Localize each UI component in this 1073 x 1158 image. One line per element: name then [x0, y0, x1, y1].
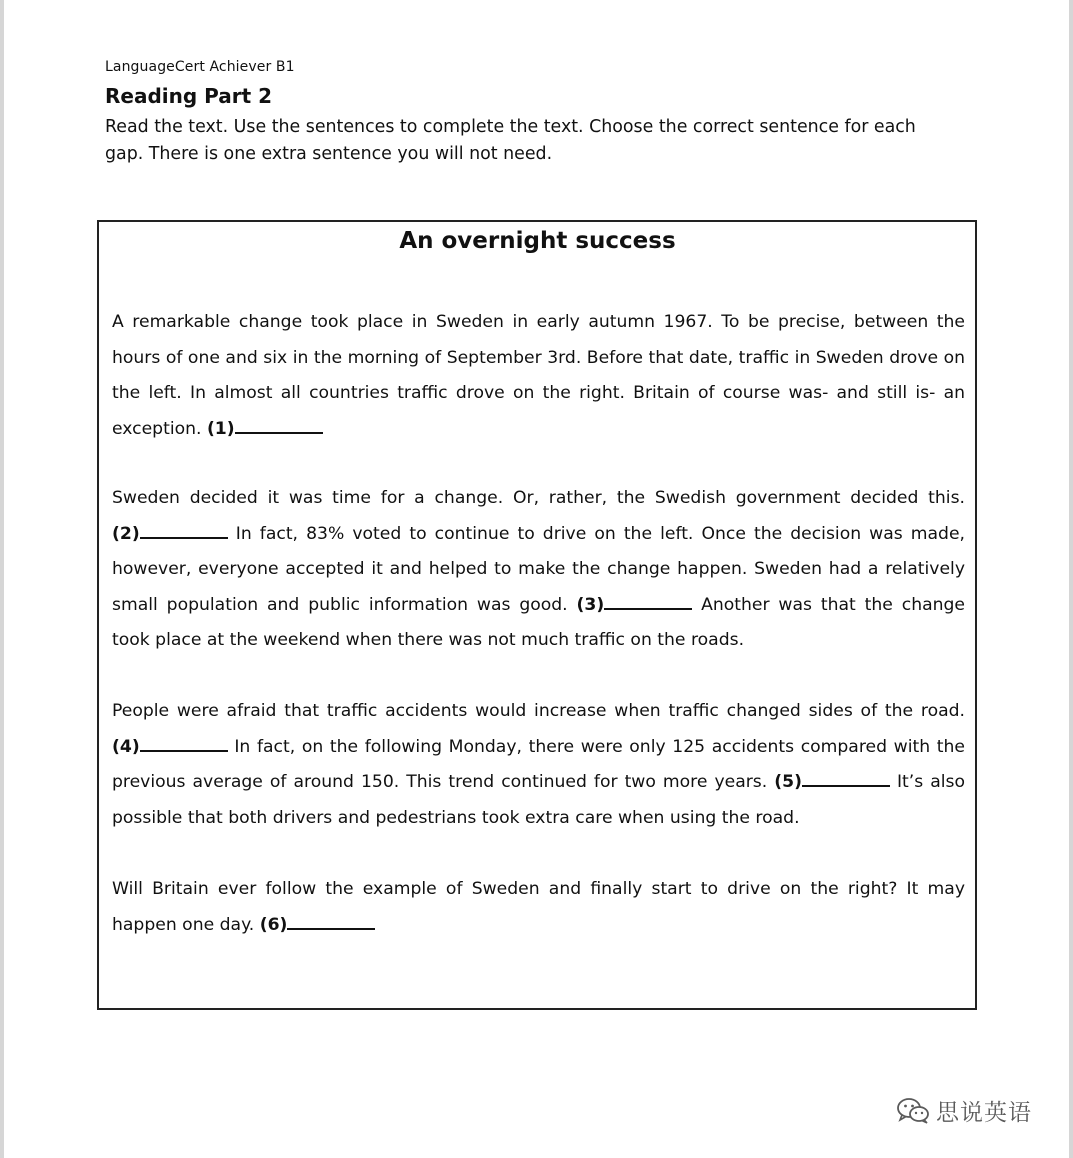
paragraph-1: [112, 305, 965, 447]
gap-3-blank: [604, 594, 692, 610]
gap-5-label: (5): [774, 772, 802, 792]
gap-6-blank: [287, 914, 375, 930]
paragraph-4-text: Will Britain ever follow the example of Sweden and finally start to drive on the right? It may happen one day.: [112, 879, 965, 935]
gap-6: [260, 915, 376, 935]
course-label: LanguageCert Achiever B1: [105, 59, 295, 75]
gap-2: [112, 524, 228, 544]
instructions: Read the text. Use the sentences to complete the text. Choose the correct sentence for each gap. There is one extra sentence you will not need.: [105, 117, 916, 164]
gap-1-label: (1): [206, 418, 235, 439]
paragraph-2: [112, 481, 965, 659]
paragraph-3-text-a: People were afraid that traffic accidents would increase when traffic changed sides of the road.: [112, 701, 965, 721]
paragraph-3-text-b: In fact, on the following Monday, there were only 125 accidents compared with the previous average of around 150. This trend continued for two more years.: [112, 736, 965, 792]
gap-4-label: (4): [112, 736, 140, 757]
gap-5-blank: [802, 771, 890, 787]
page-edge-left: [0, 0, 4, 1158]
watermark: [896, 1094, 1032, 1127]
gap-1-blank: [235, 418, 323, 434]
gap-1: [207, 419, 323, 439]
gap-5: [774, 772, 890, 792]
gap-3-label: (3): [576, 594, 605, 615]
watermark-text: 思说英语: [936, 1100, 1032, 1126]
gap-2-label: (2): [112, 523, 140, 544]
paragraph-2-text-a: Sweden decided it was time for a change. Or, rather, the Swedish government decided this.: [112, 488, 965, 508]
gap-6-label: (6): [259, 914, 288, 935]
paragraph-2-text-c: Another was that the change took place at the weekend when there was not much traffic on the roads.: [112, 594, 965, 650]
gap-3: [577, 595, 693, 615]
paragraph-2-text-b: In fact, 83% voted to continue to drive on the left. Once the decision was made, however, everyone accepted it and helped to make the change happen. Sweden had a relatively small population and public information was good.: [112, 523, 966, 615]
paragraph-4: [112, 872, 965, 943]
paragraph-3-text-c: It’s also possible that both drivers and pedestrians took extra care when using the road.: [112, 772, 966, 828]
page-edge-right: [1069, 0, 1073, 1158]
paragraph-1-text: A remarkable change took place in Sweden in early autumn 1967. To be precise, between the hours of one and six in the morning of September 3rd. Before that date, traffic in Sweden drove on the left. In almost all countries traffic drove on the right. Britain of course was- and still is- an exception.: [112, 312, 965, 439]
article-title: An overnight success: [399, 228, 676, 254]
wechat-icon: [896, 1097, 930, 1125]
part-title: Reading Part 2: [105, 84, 273, 108]
paragraph-3: [112, 694, 965, 836]
gap-4: [112, 737, 228, 757]
gap-4-blank: [140, 736, 228, 752]
gap-2-blank: [140, 523, 228, 539]
